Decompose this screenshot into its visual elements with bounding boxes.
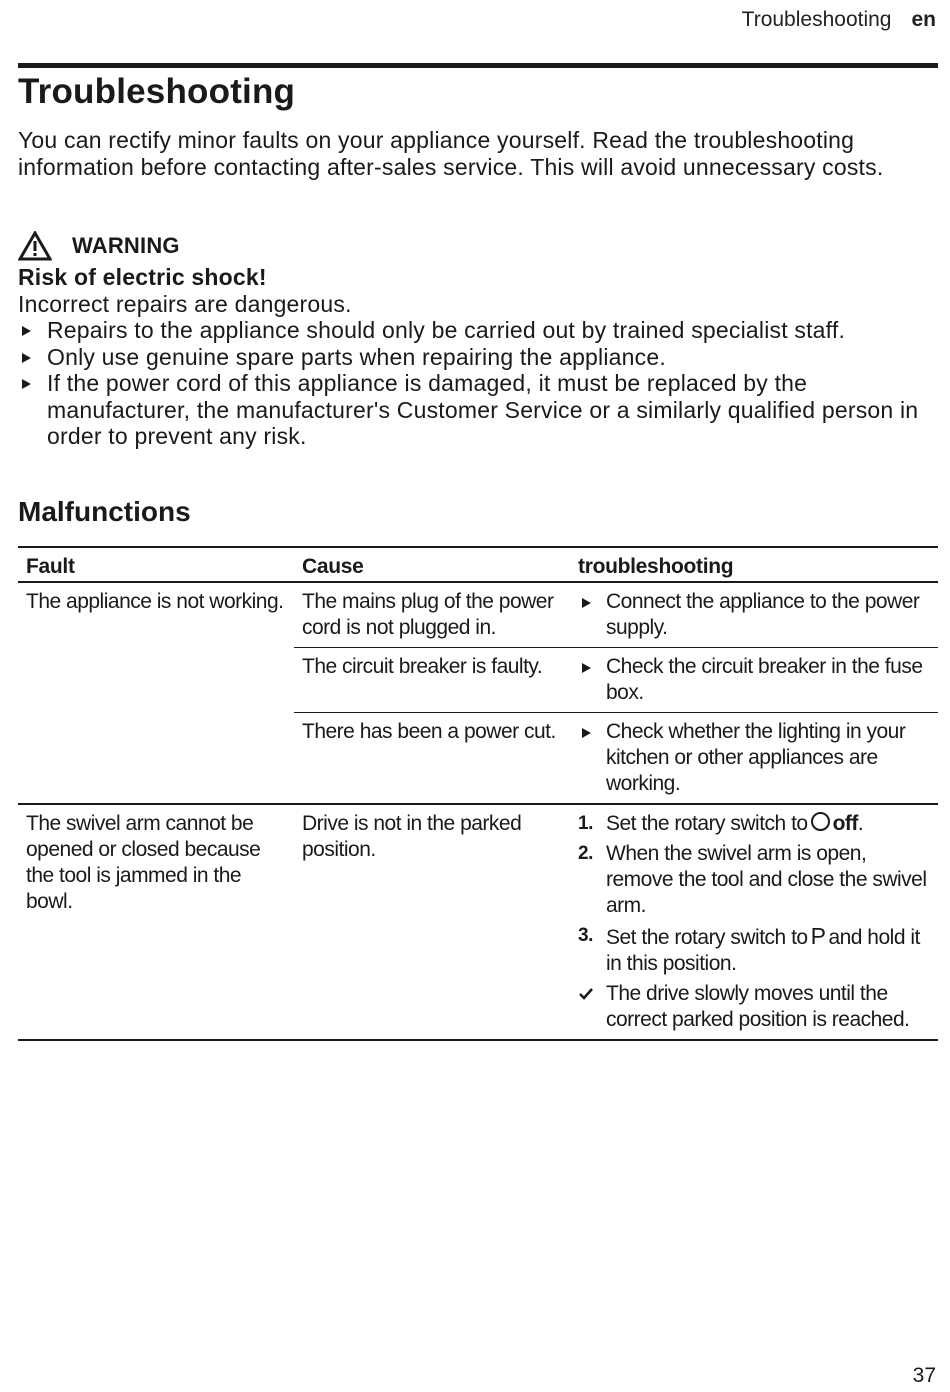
warning-risk: Risk of electric shock! (18, 264, 267, 290)
cause-cell: The mains plug of the power cord is not plugged in. (302, 590, 554, 639)
remedy-cell (570, 804, 938, 1040)
table-header-row (18, 547, 938, 582)
running-header-section: Troubleshooting (741, 8, 892, 31)
step-number: 1. (578, 813, 593, 834)
cause-cell: The circuit breaker is faulty. (294, 648, 570, 713)
running-header-language: en (911, 8, 936, 31)
step-text: Set the rotary switch to (606, 812, 808, 835)
fault-cell: The appliance is not working. (18, 582, 294, 804)
triangle-bullet-icon (582, 598, 591, 608)
cause-cell: Drive is not in the parked position. (294, 804, 570, 1040)
off-symbol: off (832, 812, 858, 835)
step-text: When the swivel arm is open, remove the tool and close the swivel arm. (606, 842, 927, 917)
step-text: Set the rotary switch to (606, 926, 808, 949)
result-text: The drive slowly moves until the correct parked position is reached. (606, 982, 910, 1031)
warning-statement: Incorrect repairs are dangerous. (18, 290, 352, 317)
remedy-cell (570, 648, 938, 713)
step-text-end: and hold it in this position. (606, 926, 920, 975)
check-icon (579, 988, 593, 1000)
step-number: 3. (578, 925, 593, 946)
column-header-fault: Fault (18, 547, 294, 582)
table-row (18, 582, 938, 648)
intro-paragraph: You can rectify minor faults on your appliance yourself. Read the troubleshooting information before contacting after-sales service. This will avoid unnecessary costs. (18, 127, 884, 180)
warning-triangle-icon (18, 231, 52, 261)
step-number: 2. (578, 843, 593, 864)
warning-heading (18, 228, 930, 264)
warning-item: Only use genuine spare parts when repairing the appliance. (18, 344, 930, 371)
remedy-text: Check whether the lighting in your kitchen or other appliances are working. (606, 720, 906, 795)
header-rule (18, 63, 938, 68)
malfunctions-table (18, 546, 938, 1041)
running-header (742, 8, 936, 32)
triangle-bullet-icon (582, 663, 591, 673)
table-row (18, 804, 938, 1040)
page-number: 37 (912, 1364, 936, 1387)
warning-item: Repairs to the appliance should only be carried out by trained specialist staff. (18, 317, 930, 344)
remedy-text: Connect the appliance to the power supply. (606, 590, 920, 639)
triangle-bullet-icon (582, 728, 591, 738)
warning-item: If the power cord of this appliance is damaged, it must be replaced by the manufacturer, the manufacturer's Customer Service or a similarly qualified person in order to prevent any risk. (18, 370, 930, 450)
off-position-circle-icon (811, 812, 830, 831)
remedy-cell (570, 582, 938, 648)
cause-cell: There has been a power cut. (294, 713, 570, 805)
remedy-text: Check the circuit breaker in the fuse box. (606, 655, 923, 704)
page-title: Troubleshooting (18, 72, 296, 111)
fault-cell: The swivel arm cannot be opened or closed because the tool is jammed in the bowl. (18, 804, 294, 1040)
remedy-cell (570, 713, 938, 805)
warning-list (18, 317, 930, 450)
column-header-cause: Cause (294, 547, 570, 582)
park-symbol: P (810, 923, 826, 949)
column-header-troubleshooting: troubleshooting (570, 547, 938, 582)
warning-label: WARNING (72, 232, 180, 258)
step-text-end: . (857, 812, 864, 835)
malfunctions-heading: Malfunctions (18, 496, 191, 527)
warning-block (18, 228, 930, 450)
